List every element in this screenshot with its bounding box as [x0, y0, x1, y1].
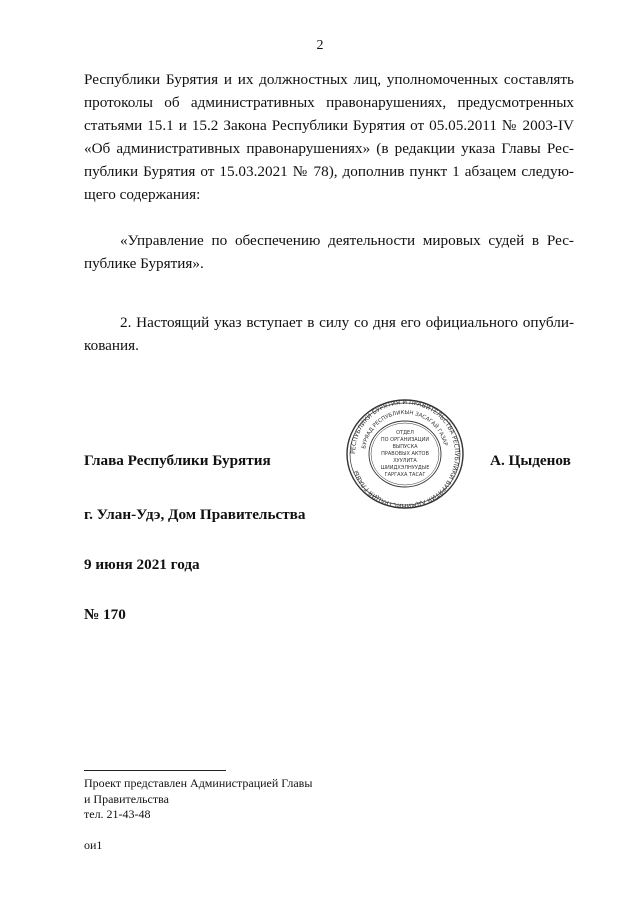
footnote-phone: тел. 21-43-48	[84, 807, 151, 821]
seal-outer-text: РЕСПУБЛИКИ БУРЯТИЯ И ПРАВИТЕЛЬСТВА РЕСПУБЛИКИ БУРЯТИЯ АДМИНИСТРАЦИЯ ГЛАВЫ	[349, 398, 461, 510]
text-line: публике Бурятия».	[84, 255, 204, 272]
seal-inner-text: БУРЯАД РЕСПУБЛИКЫН ЗАСАГАЙ ГАЗАР	[361, 409, 449, 450]
seal-center-line: ХУУЛИТА	[393, 458, 417, 464]
signatory-name: А. Цыденов	[490, 452, 571, 469]
footnote-divider	[84, 770, 226, 771]
place-of-signing: г. Улан-Удэ, Дом Правительства	[84, 506, 306, 523]
footnote-code: ои1	[84, 837, 103, 852]
signatory-position: Глава Республики Бурятия	[84, 452, 271, 469]
paragraph-quote	[84, 229, 574, 275]
text-line: «Управление по обеспечению деятельности мировых судей в Рес-	[120, 232, 574, 249]
text-line: публики Бурятия от 15.03.2021 № 78), дополнив пункт 1 абзацем следую-	[84, 163, 574, 180]
footnote-line: и Правительства	[84, 791, 169, 806]
seal-center-line: ПРАВОВЫХ АКТОВ	[381, 451, 429, 457]
text-line: протоколы об административных правонарушениях, предусмотренных	[84, 94, 574, 111]
footnote	[84, 776, 312, 853]
seal-center-line: ОТДЕЛ	[396, 430, 414, 436]
seal-center-line: ГАРГАХА ТАСАГ	[384, 472, 426, 478]
paragraph-amendment	[84, 68, 574, 206]
text-line: «Об административных правонарушениях» (в редакции указа Главы Рес-	[84, 140, 574, 157]
text-line: Республики Бурятия и их должностных лиц, уполномоченных составлять	[84, 71, 574, 88]
paragraph-effective	[84, 311, 574, 357]
footnote-line: Проект представлен Администрацией Главы	[84, 776, 313, 790]
seal-center-line: ВЫПУСКА	[392, 444, 418, 450]
decree-number: № 170	[84, 606, 126, 623]
text-line: 2. Настоящий указ вступает в силу со дня его официального опубли-	[120, 314, 574, 331]
seal-center-line: ШИИДХЭЛНУУДЫЕ	[380, 465, 430, 471]
text-line: кования.	[84, 337, 139, 354]
official-seal-stamp	[336, 398, 474, 510]
text-line: статьями 15.1 и 15.2 Закона Республики Бурятия от 05.05.2011 № 2003-IV	[84, 117, 574, 134]
page-number: 2	[316, 38, 324, 53]
text-line: щего содержания:	[84, 186, 201, 203]
seal-center-line: ПО ОРГАНИЗАЦИИ	[380, 437, 430, 443]
signing-date: 9 июня 2021 года	[84, 556, 200, 573]
